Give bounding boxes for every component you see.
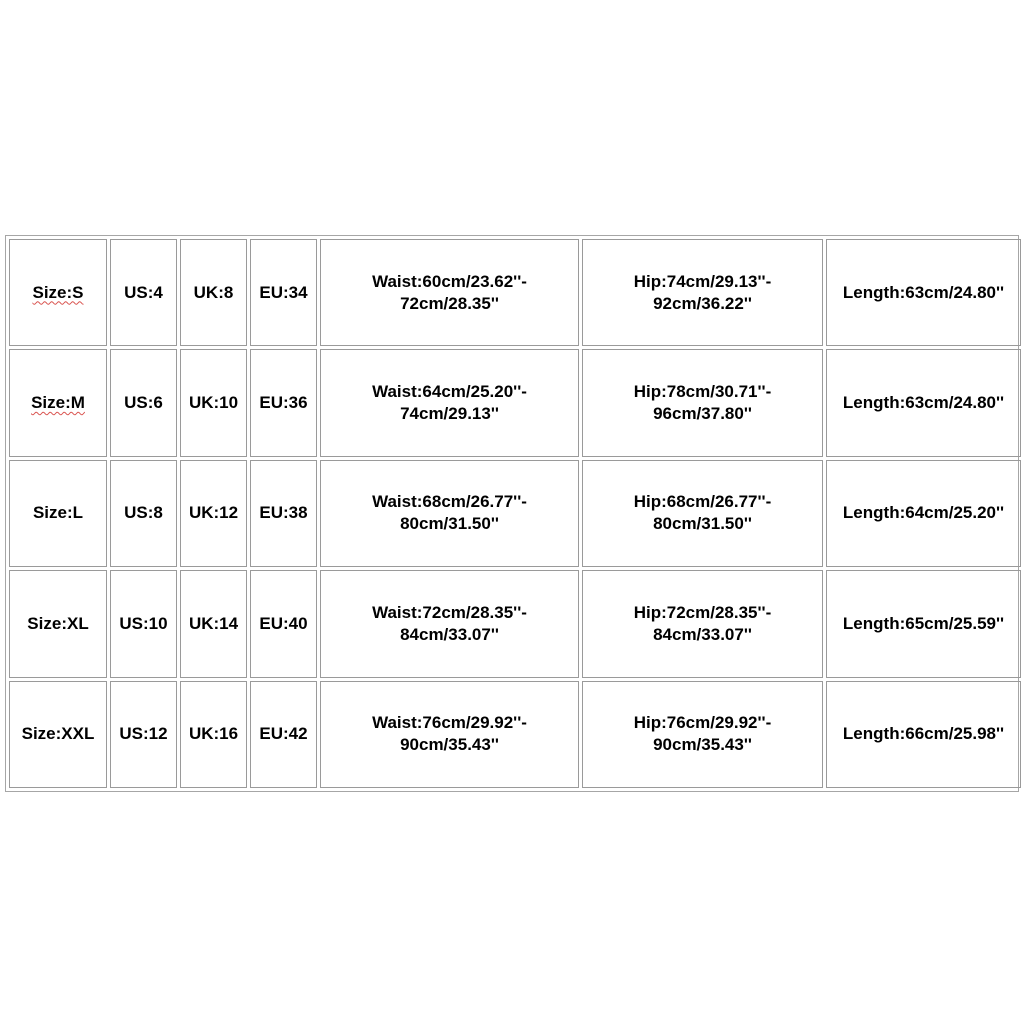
eu-size-cell: EU:40 bbox=[250, 570, 317, 677]
length-cell: Length:63cm/24.80'' bbox=[826, 239, 1021, 346]
uk-size-cell: UK:10 bbox=[180, 349, 247, 456]
hip-cell: Hip:78cm/30.71''- 96cm/37.80'' bbox=[582, 349, 823, 456]
length-cell: Length:66cm/25.98'' bbox=[826, 681, 1021, 788]
hip-cell: Hip:74cm/29.13''- 92cm/36.22'' bbox=[582, 239, 823, 346]
waist-cell: Waist:60cm/23.62''- 72cm/28.35'' bbox=[320, 239, 579, 346]
uk-size-cell: UK:12 bbox=[180, 460, 247, 567]
eu-size-cell: EU:36 bbox=[250, 349, 317, 456]
uk-size-cell: UK:14 bbox=[180, 570, 247, 677]
uk-size-cell: UK:16 bbox=[180, 681, 247, 788]
waist-cell: Waist:68cm/26.77''- 80cm/31.50'' bbox=[320, 460, 579, 567]
size-cell: Size:XL bbox=[9, 570, 107, 677]
size-cell: Size:XXL bbox=[9, 681, 107, 788]
size-cell: Size:L bbox=[9, 460, 107, 567]
us-size-cell: US:6 bbox=[110, 349, 177, 456]
size-chart bbox=[5, 235, 1019, 792]
uk-size-cell: UK:8 bbox=[180, 239, 247, 346]
size-table bbox=[6, 236, 1024, 791]
hip-cell: Hip:76cm/29.92''- 90cm/35.43'' bbox=[582, 681, 823, 788]
table-row bbox=[9, 349, 1021, 456]
table-row bbox=[9, 570, 1021, 677]
length-cell: Length:64cm/25.20'' bbox=[826, 460, 1021, 567]
us-size-cell: US:12 bbox=[110, 681, 177, 788]
table-row bbox=[9, 681, 1021, 788]
eu-size-cell: EU:34 bbox=[250, 239, 317, 346]
length-cell: Length:63cm/24.80'' bbox=[826, 349, 1021, 456]
size-cell: Size:S bbox=[9, 239, 107, 346]
eu-size-cell: EU:42 bbox=[250, 681, 317, 788]
length-cell: Length:65cm/25.59'' bbox=[826, 570, 1021, 677]
table-row bbox=[9, 239, 1021, 346]
us-size-cell: US:10 bbox=[110, 570, 177, 677]
us-size-cell: US:8 bbox=[110, 460, 177, 567]
waist-cell: Waist:72cm/28.35''- 84cm/33.07'' bbox=[320, 570, 579, 677]
eu-size-cell: EU:38 bbox=[250, 460, 317, 567]
hip-cell: Hip:72cm/28.35''- 84cm/33.07'' bbox=[582, 570, 823, 677]
us-size-cell: US:4 bbox=[110, 239, 177, 346]
waist-cell: Waist:64cm/25.20''- 74cm/29.13'' bbox=[320, 349, 579, 456]
table-row bbox=[9, 460, 1021, 567]
waist-cell: Waist:76cm/29.92''- 90cm/35.43'' bbox=[320, 681, 579, 788]
size-cell: Size:M bbox=[9, 349, 107, 456]
hip-cell: Hip:68cm/26.77''- 80cm/31.50'' bbox=[582, 460, 823, 567]
